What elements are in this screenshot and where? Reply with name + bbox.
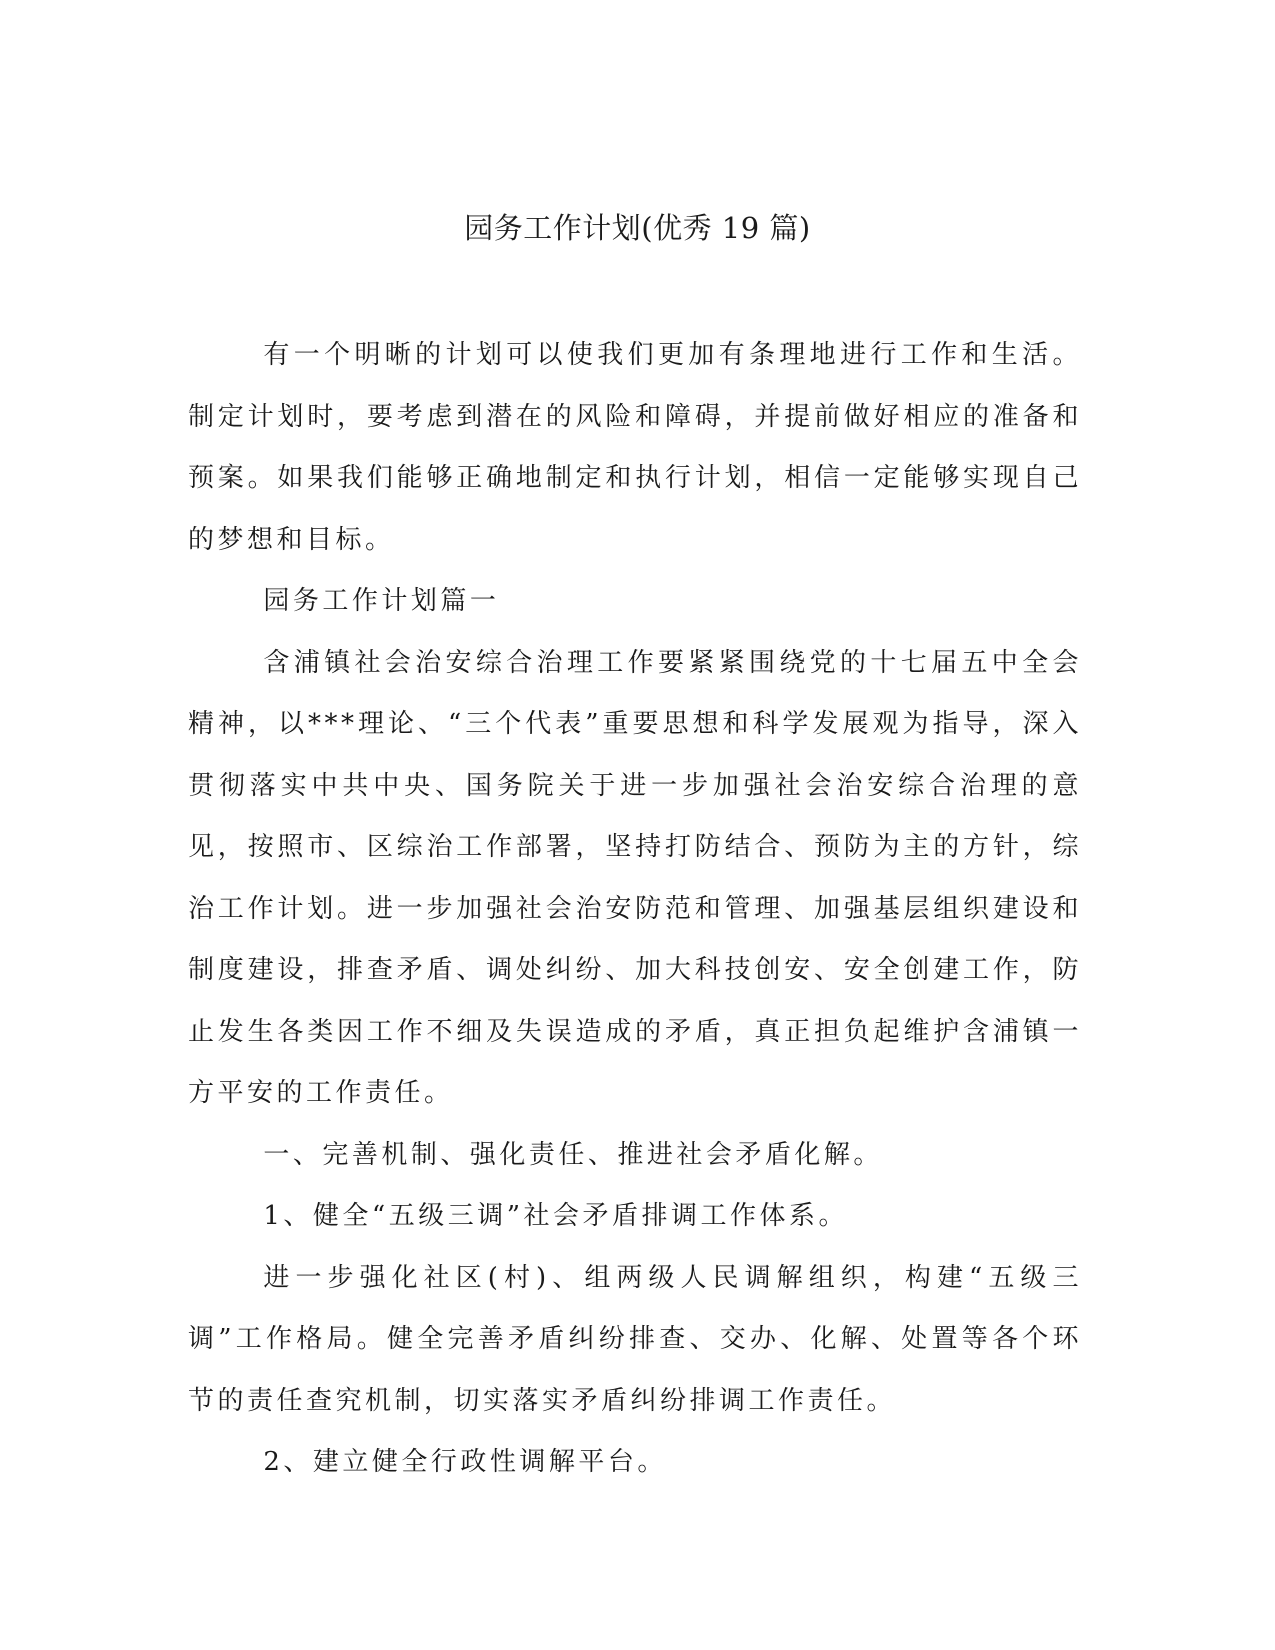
section-heading: 园务工作计划篇一 — [263, 586, 500, 616]
subsection-heading: 一、完善机制、强化责任、推进社会矛盾化解。 — [263, 1139, 883, 1170]
document-title: 园务工作计划(优秀 19 篇) — [464, 211, 811, 245]
body-paragraph: 进一步强化社区(村)、组两级人民调解组织，构建“五级三调”工作格局。健全完善矛盾纠纷排查、交办、化解、处置等各个环节的责任查究机制，切实落实矛盾纠纷排调工作责任。 — [188, 1262, 1082, 1416]
document-body — [188, 325, 1082, 1494]
intro-paragraph: 有一个明晰的计划可以使我们更加有条理地进行工作和生活。制定计划时，要考虑到潜在的风险和障碍，并提前做好相应的准备和预案。如果我们能够正确地制定和执行计划，相信一定能够实现自己的梦想和目标。 — [188, 340, 1082, 555]
list-item: 2、建立健全行政性调解平台。 — [263, 1447, 667, 1477]
list-item: 1、健全“五级三调”社会矛盾排调工作体系。 — [263, 1201, 849, 1231]
body-paragraph: 含浦镇社会治安综合治理工作要紧紧围绕党的十七届五中全会精神，以***理论、“三个代表”重要思想和科学发展观为指导，深入贯彻落实中共中央、国务院关于进一步加强社会治安综合治理的意见，按照市、区综治工作部署，坚持打防结合、预防为主的方针，综治工作计划。进一步加强社会治安防范和管理、加强基层组织建设和制度建设，排查矛盾、调处纠纷、加大科技创安、安全创建工作，防止发生各类因工作不细及失误造成的矛盾，真正担负起维护含浦镇一方平安的工作责任。 — [188, 647, 1082, 1108]
